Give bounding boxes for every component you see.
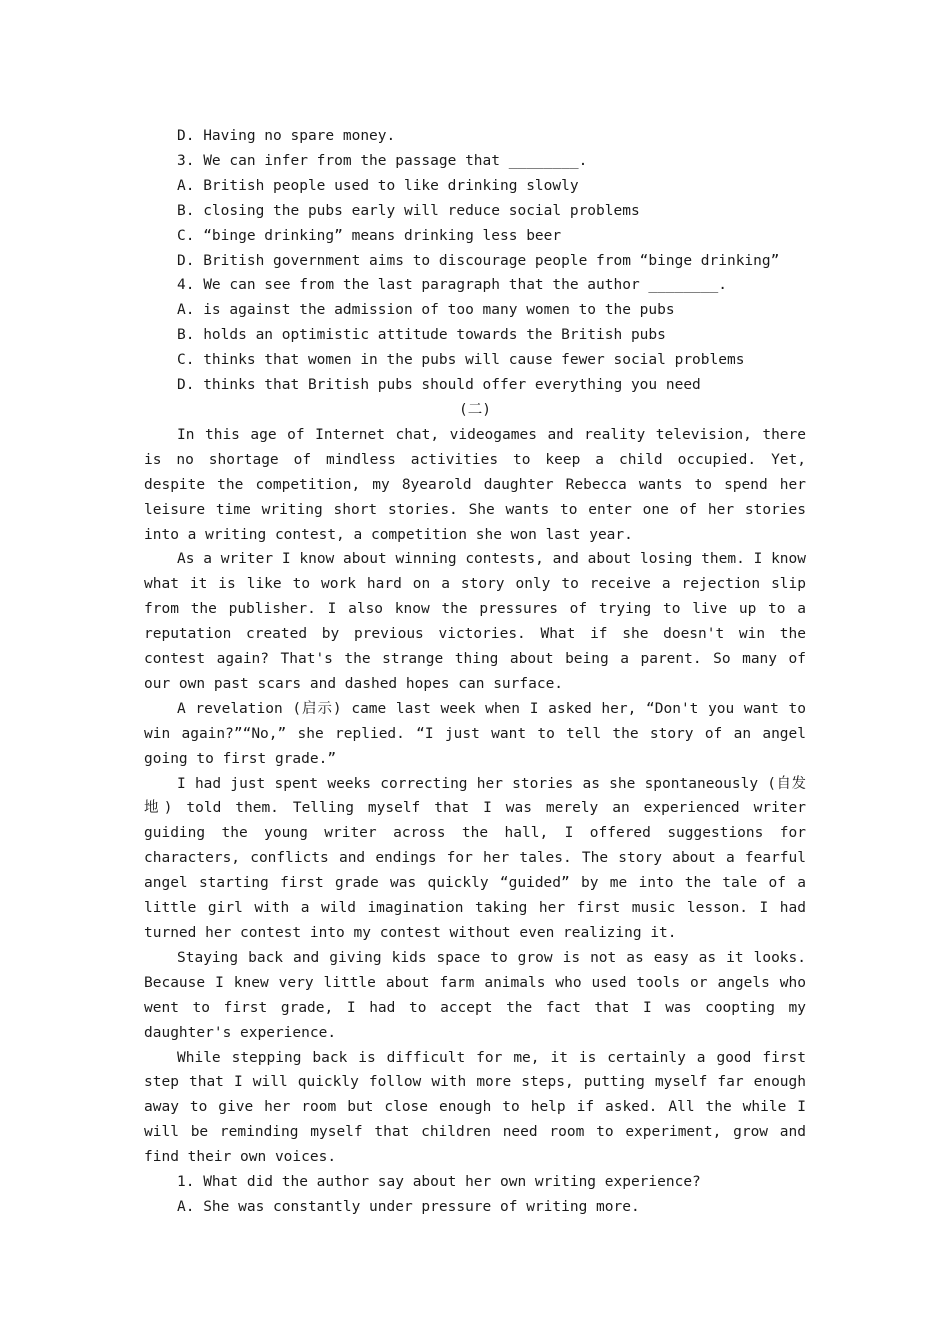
question-option: A. She was constantly under pressure of writing more. [177,1198,640,1215]
question-option: B. closing the pubs early will reduce social problems [177,202,640,219]
question-option: C. thinks that women in the pubs will cause fewer social problems [177,352,745,369]
passage-paragraph: Staying back and giving kids space to grow is not as easy as it looks. Because I knew very little about farm animals who used tools or angels who went to first grade, I had to accept the fact that I was coopting my daughter's experience. [144,949,806,1041]
passage-paragraph: As a writer I know about winning contests, and about losing them. I know what it is like to work hard on a story only to receive a rejection slip from the publisher. I also know the pressures of trying to live up to a reputation created by previous victories. What if she doesn't win the contest again? That's the strange thing about being a parent. So many of our own past scars and dashed hopes can surface. [144,551,806,692]
question-option: D. Having no spare money. [177,128,396,144]
section-title: (二) [459,401,491,418]
question-stem: 1. What did the author say about her own writing experience? [177,1174,701,1191]
question-option: A. is against the admission of too many women to the pubs [177,302,675,319]
passage-paragraph: I had just spent weeks correcting her stories as she spontaneously (自发地) told them. Telling myself that I was merely an experienced writer guiding the young writer across the hall, I offered suggestions for characters, conflicts and endings for her tales. The story about a fearful angel starting first grade was quickly “guided” by me into the tale of a little girl with a wild imagination taking her first music lesson. I had turned her contest into my contest without even realizing it. [144,775,806,941]
question-4 [144,273,806,398]
passage-paragraph: In this age of Internet chat, videogames and reality television, there is no shortage of mindless activities to keep a child occupied. Yet, despite the competition, my 8yearold daughter Rebecca wants to spend her leisure time writing short stories. She wants to enter one of her stories into a writing contest, a competition she won last year. [144,426,806,543]
question-option: D. British government aims to discourage people from “binge drinking” [177,252,780,269]
document-page [144,124,806,1220]
question-1 [144,1170,806,1220]
question-3 [144,149,806,274]
question-stem: 3. We can infer from the passage that ________. [177,152,588,169]
question-option: A. British people used to like drinking slowly [177,177,579,194]
passage-paragraph: A revelation (启示) came last week when I asked her, “Don't you want to win again?”“No,” she replied. “I just want to tell the story of an angel going to first grade.” [144,700,806,767]
passage-paragraph: While stepping back is difficult for me, it is certainly a good first step that I will quickly follow with more steps, putting myself far enough away to give her room but close enough to help if asked. All the while I will be reminding myself that children need room to experiment, grow and find their own voices. [144,1049,806,1166]
question-option: C. “binge drinking” means drinking less beer [177,227,562,244]
question-option: B. holds an optimistic attitude towards the British pubs [177,327,666,344]
reading-passage [144,423,806,1170]
question-option: D. thinks that British pubs should offer everything you need [177,377,701,394]
question-stem: 4. We can see from the last paragraph that the author ________. [177,277,727,294]
